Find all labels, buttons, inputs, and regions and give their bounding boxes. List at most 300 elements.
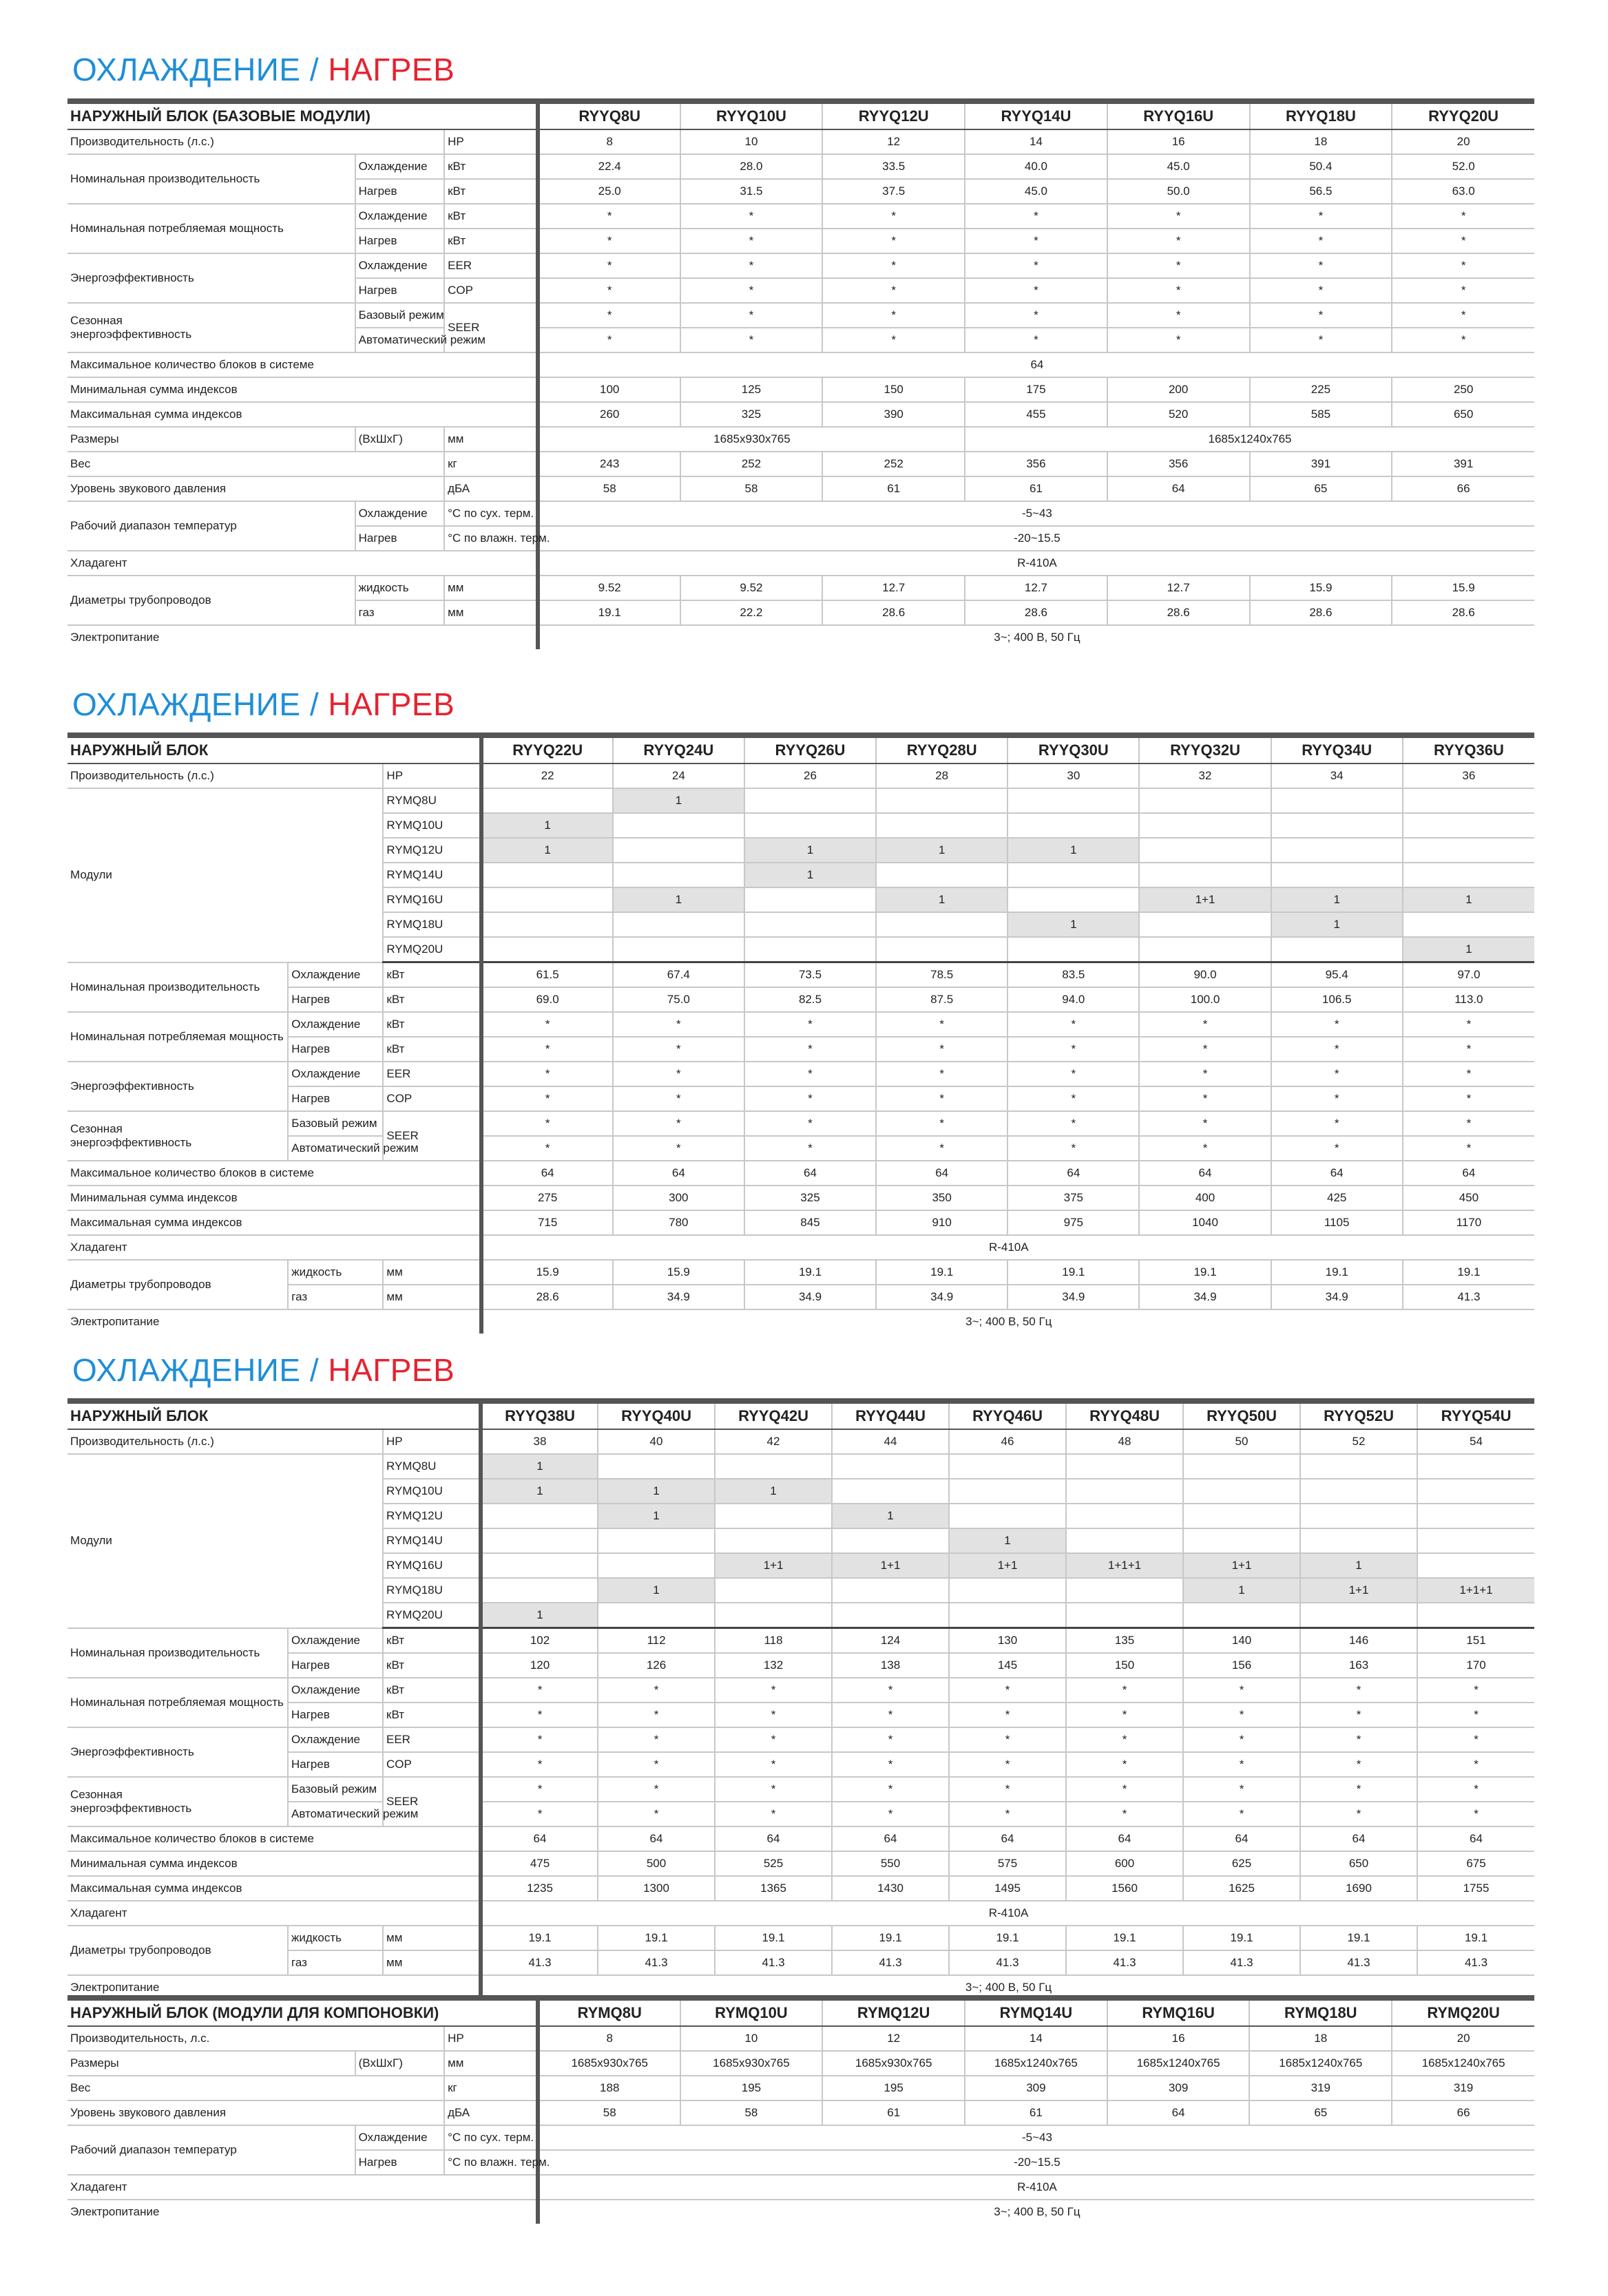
value-cell: 525	[715, 1851, 832, 1876]
value-cell: 260	[538, 402, 680, 427]
row-label: Диаметры трубопроводов	[67, 1926, 288, 1975]
row-label: Минимальная сумма индексов	[67, 1186, 481, 1210]
value-cell: *	[876, 1037, 1007, 1062]
module-name: RYMQ10U	[383, 1479, 481, 1504]
row-unit: мм	[444, 2051, 538, 2076]
row-sublabel: Автоматический режим	[288, 1802, 383, 1826]
value-cell: 12	[822, 129, 965, 154]
value-cell	[949, 1479, 1066, 1504]
table-row	[67, 625, 1534, 649]
row-unit: мм	[444, 427, 538, 452]
value-cell: 24	[613, 763, 744, 788]
value-cell: *	[1066, 1777, 1183, 1802]
row-label: Минимальная сумма индексов	[67, 377, 538, 402]
value-cell: 64	[481, 1826, 598, 1851]
value-cell: 64	[481, 1161, 613, 1186]
table-row	[67, 1111, 1534, 1136]
value-cell: 1	[876, 838, 1007, 863]
value-cell: *	[1250, 328, 1392, 352]
value-cell: 22.2	[680, 600, 823, 625]
value-cell: 130	[949, 1628, 1066, 1654]
value-cell: 19.1	[1183, 1926, 1300, 1950]
value-cell: *	[1107, 303, 1250, 328]
value-cell: 252	[680, 452, 823, 476]
heading-cooling: ОХЛАЖДЕНИЕ	[72, 52, 301, 87]
value-cell: *	[1403, 1012, 1534, 1037]
value-cell: 31.5	[680, 179, 823, 204]
value-cell: *	[715, 1802, 832, 1826]
value-cell: 585	[1250, 402, 1392, 427]
value-cell: *	[1007, 1062, 1139, 1086]
value-cell: *	[744, 1037, 876, 1062]
value-cell: 40.0	[965, 154, 1107, 179]
value-cell: *	[680, 204, 823, 229]
value-cell: *	[965, 204, 1107, 229]
value-cell: *	[1403, 1037, 1534, 1062]
value-cell: 118	[715, 1628, 832, 1654]
value-cell: 1685x930x765	[538, 427, 965, 452]
table-row	[67, 1062, 1534, 1086]
value-cell: *	[715, 1752, 832, 1777]
value-cell: *	[613, 1012, 744, 1037]
value-cell: *	[822, 303, 965, 328]
value-cell: 15.9	[481, 1260, 613, 1285]
seer-label-line1: Сезонная	[70, 314, 123, 327]
value-cell: 38	[481, 1429, 598, 1454]
value-cell: *	[538, 303, 680, 328]
row-sublabel: Базовый режим	[355, 303, 444, 328]
row-unit: SEER	[383, 1111, 481, 1161]
value-cell: 100	[538, 377, 680, 402]
row-label: Максимальное количество блоков в системе	[67, 1826, 481, 1851]
value-cell: 67.4	[613, 962, 744, 988]
value-cell: 46	[949, 1429, 1066, 1454]
value-cell: *	[680, 253, 823, 278]
value-cell: *	[1392, 278, 1534, 303]
value-cell: 10	[680, 129, 823, 154]
value-cell	[876, 863, 1007, 887]
row-sublabel: Нагрев	[288, 1653, 383, 1678]
value-cell: 113.0	[1403, 987, 1534, 1012]
value-cell: *	[1300, 1802, 1417, 1826]
table-row	[67, 1851, 1534, 1876]
value-cell	[1007, 937, 1139, 962]
value-cell: *	[1066, 1752, 1183, 1777]
value-cell: *	[481, 1037, 613, 1062]
row-label	[67, 303, 355, 352]
value-cell: 140	[1183, 1628, 1300, 1654]
spec-table-combinations-22-36	[67, 733, 1534, 1334]
row-unit: дБА	[444, 2100, 538, 2125]
row-label: Хладагент	[67, 551, 538, 576]
value-cell	[1007, 788, 1139, 813]
value-cell	[598, 1528, 715, 1553]
value-cell	[598, 1454, 715, 1479]
model-header: RYYQ44U	[832, 1401, 949, 1429]
seer-label-line1: Сезонная	[70, 1122, 123, 1135]
value-cell	[744, 912, 876, 937]
value-cell: 73.5	[744, 962, 876, 988]
value-cell: *	[1417, 1752, 1534, 1777]
value-cell: 87.5	[876, 987, 1007, 1012]
value-cell: 319	[1249, 2076, 1392, 2100]
value-cell: *	[1271, 1062, 1403, 1086]
value-cell: 61.5	[481, 962, 613, 988]
value-cell: *	[1403, 1062, 1534, 1086]
table-row	[67, 1454, 1534, 1479]
value-cell: *	[1392, 328, 1534, 352]
value-cell: 28.6	[1107, 600, 1250, 625]
row-unit: кВт	[383, 1628, 481, 1654]
value-cell: 50.4	[1250, 154, 1392, 179]
row-unit: кВт	[444, 204, 538, 229]
value-cell: 550	[832, 1851, 949, 1876]
model-header: RYYQ42U	[715, 1401, 832, 1429]
value-cell	[1183, 1603, 1300, 1628]
table-row	[67, 2175, 1534, 2200]
table-row	[67, 352, 1534, 377]
value-cell: 82.5	[744, 987, 876, 1012]
value-cell: 40	[598, 1429, 715, 1454]
value-cell: 14	[965, 2026, 1107, 2051]
value-cell	[481, 788, 613, 813]
value-cell: 1685x1240x765	[965, 427, 1534, 452]
value-cell	[1139, 838, 1271, 863]
value-cell: 95.4	[1271, 962, 1403, 988]
value-cell: 252	[822, 452, 965, 476]
value-cell: *	[481, 1111, 613, 1136]
module-name: RYMQ12U	[383, 838, 481, 863]
value-cell	[613, 863, 744, 887]
value-cell: 356	[1107, 452, 1250, 476]
model-header: RYYQ16U	[1107, 101, 1250, 129]
value-cell	[1300, 1479, 1417, 1504]
value-cell: 54	[1417, 1429, 1534, 1454]
value-cell	[1007, 813, 1139, 838]
model-header: RYMQ18U	[1249, 1998, 1392, 2026]
table-row	[67, 1161, 1534, 1186]
value-cell: 1+1+1	[1417, 1578, 1534, 1603]
value-cell: *	[613, 1136, 744, 1161]
value-cell: 1	[1271, 912, 1403, 937]
module-name: RYMQ14U	[383, 863, 481, 887]
row-unit: SEER	[444, 303, 538, 352]
value-cell: 575	[949, 1851, 1066, 1876]
row-unit: HP	[383, 763, 481, 788]
value-cell: 19.1	[1403, 1260, 1534, 1285]
value-cell: 455	[965, 402, 1107, 427]
value-cell: 19.1	[1271, 1260, 1403, 1285]
value-cell: 64	[1007, 1161, 1139, 1186]
table-row	[67, 1285, 1534, 1309]
value-cell: R-410A	[481, 1235, 1534, 1260]
value-cell: *	[744, 1062, 876, 1086]
value-cell: 1170	[1403, 1210, 1534, 1235]
value-cell: 19.1	[538, 600, 680, 625]
table-header-title: НАРУЖНЫЙ БЛОК	[67, 1401, 481, 1429]
table-row	[67, 1429, 1534, 1454]
value-cell: 34.9	[613, 1285, 744, 1309]
value-cell: *	[1392, 229, 1534, 253]
value-cell: 64	[613, 1161, 744, 1186]
value-cell: 61	[965, 476, 1107, 501]
row-label: Номинальная потребляемая мощность	[67, 1012, 288, 1062]
value-cell: 75.0	[613, 987, 744, 1012]
table-row	[67, 1086, 1534, 1111]
value-cell: *	[744, 1086, 876, 1111]
value-cell: 1	[744, 838, 876, 863]
value-cell	[613, 813, 744, 838]
value-cell: 19.1	[949, 1926, 1066, 1950]
value-cell: 1685x930x765	[822, 2051, 965, 2076]
value-cell: 1560	[1066, 1876, 1183, 1901]
value-cell	[949, 1454, 1066, 1479]
table-row	[67, 1653, 1534, 1678]
table-row	[67, 1826, 1534, 1851]
value-cell: 450	[1403, 1186, 1534, 1210]
row-sublabel: Охлаждение	[288, 1628, 383, 1654]
value-cell: 64	[1417, 1826, 1534, 1851]
table-row	[67, 1876, 1534, 1901]
value-cell: 22.4	[538, 154, 680, 179]
row-label: Диаметры трубопроводов	[67, 1260, 288, 1309]
row-label: Производительность (л.с.)	[67, 1429, 383, 1454]
value-cell: 90.0	[1139, 962, 1271, 988]
value-cell: R-410A	[481, 1901, 1534, 1926]
model-header: RYYQ48U	[1066, 1401, 1183, 1429]
row-sublabel: Охлаждение	[288, 962, 383, 988]
value-cell: *	[1066, 1678, 1183, 1703]
module-name: RYMQ8U	[383, 1454, 481, 1479]
module-name: RYMQ8U	[383, 788, 481, 813]
value-cell	[1066, 1454, 1183, 1479]
value-cell: *	[822, 204, 965, 229]
value-cell: 715	[481, 1210, 613, 1235]
value-cell: 19.1	[876, 1260, 1007, 1285]
row-unit: °С по сух. терм.	[444, 501, 538, 526]
value-cell: *	[832, 1727, 949, 1752]
value-cell: 126	[598, 1653, 715, 1678]
value-cell: 30	[1007, 763, 1139, 788]
value-cell: 1	[481, 813, 613, 838]
row-sublabel: Охлаждение	[288, 1062, 383, 1086]
model-header: RYYQ10U	[680, 101, 823, 129]
row-label: Номинальная производительность	[67, 1628, 288, 1678]
row-sublabel: Нагрев	[288, 1086, 383, 1111]
value-cell: -20~15.5	[538, 2150, 1534, 2175]
value-cell: 14	[965, 129, 1107, 154]
value-cell: *	[1139, 1136, 1271, 1161]
row-unit: кВт	[383, 1653, 481, 1678]
value-cell: 34.9	[1271, 1285, 1403, 1309]
spec-table-layout-modules	[67, 1995, 1534, 2224]
value-cell: *	[1300, 1727, 1417, 1752]
value-cell: 66	[1392, 2100, 1534, 2125]
model-header: RYYQ18U	[1250, 101, 1392, 129]
model-header: RYYQ26U	[744, 735, 876, 763]
value-cell: *	[715, 1703, 832, 1727]
value-cell: *	[1271, 1136, 1403, 1161]
value-cell: *	[1007, 1111, 1139, 1136]
value-cell: 146	[1300, 1628, 1417, 1654]
table-row	[67, 1998, 1534, 2026]
value-cell: *	[598, 1727, 715, 1752]
value-cell: *	[1066, 1727, 1183, 1752]
section-heading	[72, 51, 455, 88]
value-cell	[613, 838, 744, 863]
value-cell: 8	[538, 129, 680, 154]
table-row	[67, 788, 1534, 813]
value-cell: 64	[832, 1826, 949, 1851]
table-row	[67, 1136, 1534, 1161]
value-cell	[1300, 1603, 1417, 1628]
row-label: Минимальная сумма индексов	[67, 1851, 481, 1876]
value-cell: 12	[822, 2026, 965, 2051]
value-cell	[832, 1578, 949, 1603]
value-cell	[481, 1553, 598, 1578]
table-row	[67, 987, 1534, 1012]
value-cell: *	[822, 278, 965, 303]
model-header: RYYQ12U	[822, 101, 965, 129]
row-unit: кВт	[383, 987, 481, 1012]
value-cell: 52	[1300, 1429, 1417, 1454]
value-cell: 243	[538, 452, 680, 476]
value-cell: 780	[613, 1210, 744, 1235]
value-cell: *	[1139, 1012, 1271, 1037]
value-cell: *	[613, 1086, 744, 1111]
value-cell: 15.9	[1250, 576, 1392, 600]
row-label: Производительность (л.с.)	[67, 763, 383, 788]
value-cell: *	[1250, 278, 1392, 303]
value-cell: *	[1007, 1136, 1139, 1161]
row-label: Электропитание	[70, 1981, 160, 1994]
value-cell	[832, 1479, 949, 1504]
value-cell: 97.0	[1403, 962, 1534, 988]
seer-label-line1: Сезонная	[70, 1788, 123, 1801]
value-cell	[481, 912, 613, 937]
value-cell	[1271, 788, 1403, 813]
row-label: Вес	[67, 452, 444, 476]
value-cell: 910	[876, 1210, 1007, 1235]
value-cell	[1403, 813, 1534, 838]
value-cell: *	[538, 328, 680, 352]
value-cell: 1040	[1139, 1210, 1271, 1235]
model-header: RYYQ50U	[1183, 1401, 1300, 1429]
row-label: Номинальная производительность	[67, 962, 288, 1013]
table-row	[67, 1727, 1534, 1752]
value-cell: 18	[1249, 2026, 1392, 2051]
row-sublabel: Нагрев	[288, 1703, 383, 1727]
value-cell: 138	[832, 1653, 949, 1678]
value-cell	[876, 912, 1007, 937]
table-row	[67, 204, 1534, 229]
value-cell	[876, 788, 1007, 813]
value-cell: 10	[680, 2026, 823, 2051]
table-row	[67, 129, 1534, 154]
value-cell: 41.3	[1417, 1950, 1534, 1975]
value-cell: 475	[481, 1851, 598, 1876]
value-cell: 64	[1107, 2100, 1250, 2125]
value-cell: 26	[744, 763, 876, 788]
value-cell	[949, 1603, 1066, 1628]
row-sublabel: Охлаждение	[355, 154, 444, 179]
row-label: Рабочий диапазон температур	[67, 501, 355, 551]
value-cell: 350	[876, 1186, 1007, 1210]
value-cell: 675	[1417, 1851, 1534, 1876]
value-cell: *	[481, 1802, 598, 1826]
model-header: RYYQ24U	[613, 735, 744, 763]
value-cell: *	[1392, 303, 1534, 328]
value-cell: 41.3	[481, 1950, 598, 1975]
value-cell: 1	[1271, 887, 1403, 912]
row-unit: EER	[383, 1727, 481, 1752]
row-unit: кВт	[383, 962, 481, 988]
value-cell: 64	[876, 1161, 1007, 1186]
row-unit: мм	[383, 1926, 481, 1950]
value-cell: *	[1417, 1678, 1534, 1703]
value-cell	[715, 1578, 832, 1603]
value-cell: 64	[1183, 1826, 1300, 1851]
value-cell: 42	[715, 1429, 832, 1454]
value-cell: *	[965, 303, 1107, 328]
value-cell: *	[1066, 1802, 1183, 1826]
row-unit: мм	[444, 600, 538, 625]
value-cell: *	[1300, 1703, 1417, 1727]
value-cell: *	[538, 278, 680, 303]
model-header: RYYQ22U	[481, 735, 613, 763]
value-cell	[1007, 863, 1139, 887]
value-cell: 69.0	[481, 987, 613, 1012]
value-cell: 28.6	[822, 600, 965, 625]
value-cell: 188	[538, 2076, 680, 2100]
row-sublabel: Охлаждение	[355, 253, 444, 278]
value-cell: 1	[876, 887, 1007, 912]
value-cell: 600	[1066, 1851, 1183, 1876]
value-cell: R-410A	[538, 2175, 1534, 2200]
value-cell	[832, 1528, 949, 1553]
value-cell: *	[1403, 1136, 1534, 1161]
row-sublabel: Нагрев	[288, 1752, 383, 1777]
row-label: Диаметры трубопроводов	[67, 576, 355, 625]
row-label: Уровень звукового давления	[67, 2100, 444, 2125]
module-name: RYMQ14U	[383, 1528, 481, 1553]
value-cell: 1	[598, 1504, 715, 1528]
value-cell: 19.1	[832, 1926, 949, 1950]
value-cell: 309	[1107, 2076, 1250, 2100]
value-cell: 64	[598, 1826, 715, 1851]
value-cell: 650	[1300, 1851, 1417, 1876]
value-cell: 61	[965, 2100, 1107, 2125]
row-label: Энергоэффективность	[67, 253, 355, 303]
row-label: Максимальная сумма индексов	[67, 402, 538, 427]
model-header: RYMQ20U	[1392, 1998, 1534, 2026]
value-cell: *	[1403, 1111, 1534, 1136]
value-cell	[744, 813, 876, 838]
value-cell: *	[598, 1703, 715, 1727]
value-cell: 32	[1139, 763, 1271, 788]
value-cell: *	[481, 1752, 598, 1777]
model-header: RYYQ38U	[481, 1401, 598, 1429]
module-name: RYMQ18U	[383, 1578, 481, 1603]
seer-label-line2: энергоэффективность	[70, 1802, 192, 1815]
table-header-title: НАРУЖНЫЙ БЛОК (БАЗОВЫЕ МОДУЛИ)	[67, 101, 538, 129]
value-cell: *	[1271, 1037, 1403, 1062]
table-row	[67, 1926, 1534, 1950]
value-cell	[744, 887, 876, 912]
value-cell: 356	[965, 452, 1107, 476]
value-cell: 309	[965, 2076, 1107, 2100]
spec-table-combinations-38-54	[67, 1398, 1534, 1999]
